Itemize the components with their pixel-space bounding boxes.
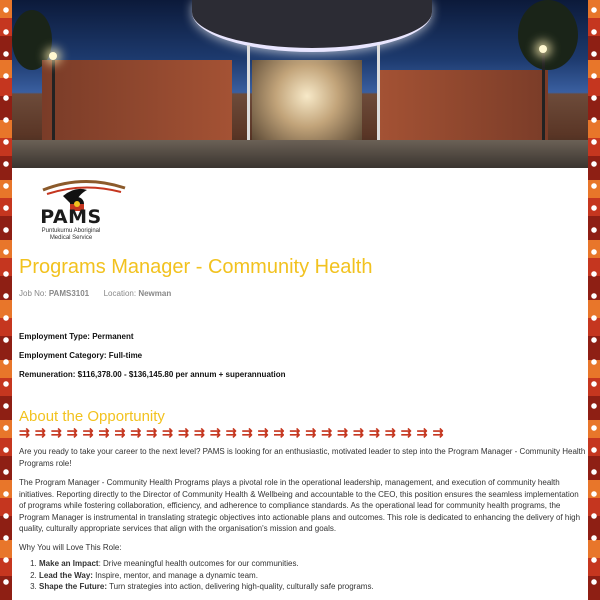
decorative-arrow-divider — [19, 426, 587, 440]
arrow-motif-icon: ⇉ — [98, 426, 110, 440]
arrow-motif-icon: ⇉ — [368, 426, 380, 440]
intro-paragraph: Are you ready to take your career to the next level? PAMS is looking for an enthusiastic, motivated leader to step into the Program Manager - Community Health Programs role! — [19, 447, 586, 468]
arrow-motif-icon: ⇉ — [289, 426, 301, 440]
arrow-motif-icon: ⇉ — [241, 426, 253, 440]
employment-category: Employment Category: Full-time — [19, 351, 143, 360]
reasons-list — [19, 558, 374, 593]
location-label: Location: — [103, 289, 137, 298]
arrow-motif-icon: ⇉ — [353, 426, 364, 440]
list-item — [39, 581, 374, 593]
arrow-motif-icon: ⇉ — [193, 426, 205, 440]
arrow-motif-icon: ⇉ — [305, 426, 317, 440]
arrow-motif-icon: ⇉ — [400, 426, 412, 440]
employment-type: Employment Type: Permanent — [19, 332, 134, 341]
job-meta — [19, 289, 171, 298]
decorative-border-right — [588, 0, 600, 600]
arrow-motif-icon: ⇉ — [146, 426, 158, 440]
arrow-motif-icon: ⇉ — [34, 426, 46, 440]
list-item — [39, 570, 374, 582]
reason-text: : Drive meaningful health outcomes for our communities. — [98, 559, 299, 568]
arrow-motif-icon: ⇉ — [337, 426, 349, 440]
why-heading: Why You will Love This Role: — [19, 543, 122, 552]
reason-title: Shape the Future: — [39, 582, 108, 591]
reason-title: Make an Impact — [39, 559, 99, 568]
arrow-motif-icon: ⇉ — [225, 426, 237, 440]
reason-text: Inspire, mentor, and manage a dynamic team. — [92, 570, 258, 580]
arrow-motif-icon: ⇉ — [209, 426, 221, 440]
reason-title: Lead the Way: — [39, 570, 93, 580]
arrow-motif-icon: ⇉ — [82, 426, 94, 440]
arrow-motif-icon: ⇉ — [257, 426, 269, 440]
job-title: Programs Manager - Community Health — [19, 256, 373, 278]
arrow-motif-icon: ⇉ — [19, 426, 30, 440]
job-no-label: Job No: — [19, 289, 47, 298]
logo-name: PAMS — [40, 206, 102, 228]
logo-subtitle-1: Puntukurnu Aboriginal — [41, 228, 101, 234]
list-item — [39, 558, 374, 570]
arrow-motif-icon: ⇉ — [321, 426, 333, 440]
reason-text: Turn strategies into action, delivering high-quality, culturally safe programs. — [107, 582, 374, 591]
job-no-value: PAMS3101 — [48, 289, 90, 298]
decorative-border-left — [0, 0, 12, 600]
arrow-motif-icon: ⇉ — [416, 426, 428, 440]
location-value: Newman — [138, 289, 172, 298]
hero-image — [12, 0, 588, 168]
arrow-motif-icon: ⇉ — [162, 426, 174, 440]
arrow-motif-icon: ⇉ — [114, 426, 126, 440]
section-heading: About the Opportunity — [19, 408, 165, 425]
arrow-motif-icon: ⇉ — [432, 426, 444, 440]
arrow-motif-icon: ⇉ — [178, 426, 189, 440]
arrow-motif-icon: ⇉ — [384, 426, 396, 440]
arrow-motif-icon: ⇉ — [130, 426, 142, 440]
arrow-motif-icon: ⇉ — [273, 426, 285, 440]
arrow-motif-icon: ⇉ — [50, 426, 62, 440]
remuneration: Remuneration: $116,378.00 - $136,145.80 per annum + superannuation — [19, 370, 286, 379]
body-paragraph: The Program Manager - Community Health Programs plays a pivotal role in the operational leadership, management, and execution of community health initiatives. Reporting directly to the Director of Community Health & Wellbeing and accountable to the CEO, this position ensures the seamless implementation of programs while fostering collaboration, efficiency, and adherence to compliance standards. As the operational lead for community health programs, the Program Manager is instrumental in translating strategic objectives into actionable plans and outcomes. This role is dedicated to enhancing the delivery of high quality, culturally appropriate services that align with the organisation's mission and goals. — [19, 478, 581, 533]
arrow-motif-icon: ⇉ — [66, 426, 78, 440]
logo-subtitle-2: Medical Service — [49, 235, 93, 241]
